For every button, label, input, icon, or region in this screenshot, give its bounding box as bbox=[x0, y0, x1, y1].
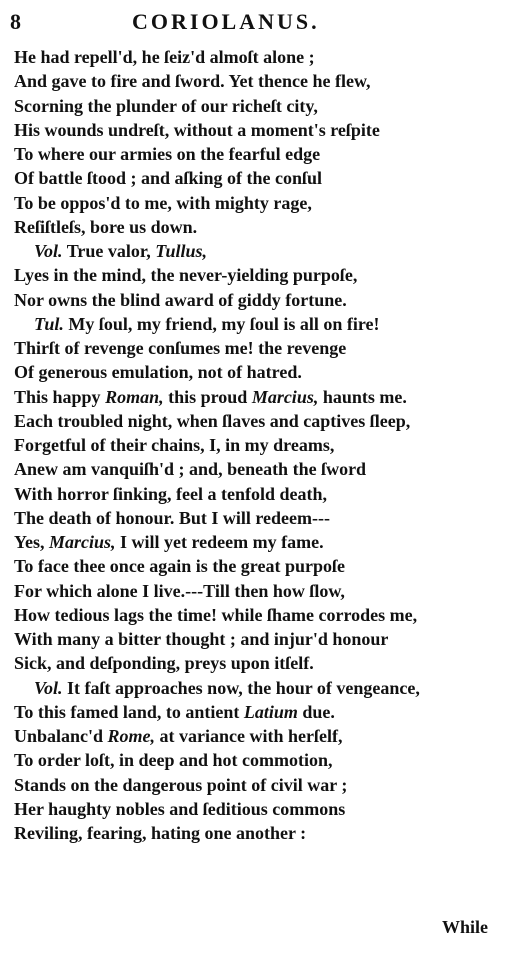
verse-line bbox=[14, 627, 494, 651]
verse-line bbox=[14, 312, 494, 336]
verse-line bbox=[14, 603, 494, 627]
verse-line bbox=[14, 530, 494, 554]
line-text: I will yet redeem my fame. bbox=[115, 532, 324, 552]
line-text: Sick, and deſponding, preys upon itſelf. bbox=[14, 653, 314, 674]
verse-line bbox=[14, 69, 494, 93]
line-text: To be oppos'd to me, with mighty rage, bbox=[14, 192, 312, 213]
line-text: Unbalanc'd bbox=[14, 726, 108, 746]
italic-word: Rome, bbox=[107, 726, 156, 746]
verse-line bbox=[14, 239, 494, 263]
catchword: While bbox=[441, 917, 488, 937]
verse-line bbox=[14, 554, 494, 578]
line-text: My ſoul, my friend, my ſoul is all on fire! bbox=[63, 313, 380, 334]
speaker-name: Vol. bbox=[34, 677, 63, 698]
verse-line bbox=[14, 215, 494, 239]
verse-line bbox=[14, 724, 494, 748]
verse-line bbox=[14, 579, 494, 603]
italic-word: Tullus, bbox=[155, 241, 208, 261]
line-text: To order loſt, in deep and hot commotion, bbox=[14, 750, 333, 771]
line-text: Nor owns the blind award of giddy fortune. bbox=[14, 289, 347, 310]
verse-line bbox=[14, 433, 494, 457]
italic-word: Marcius, bbox=[49, 532, 116, 552]
line-text: It faſt approaches now, the hour of vengeance, bbox=[62, 677, 420, 698]
verse-line bbox=[14, 288, 494, 312]
line-text: Her haughty nobles and ſeditious commons bbox=[14, 798, 346, 819]
line-text: He had repell'd, he ſeiz'd almoſt alone ; bbox=[14, 47, 315, 67]
line-text: this proud bbox=[163, 386, 252, 407]
line-text: Each troubled night, when ſlaves and captives ſleep, bbox=[14, 410, 411, 431]
line-text: at variance with herſelf, bbox=[155, 726, 343, 746]
italic-word: Latium bbox=[243, 701, 298, 722]
verse-line bbox=[14, 191, 494, 215]
verse-text bbox=[14, 45, 494, 845]
line-text: His wounds undreſt, without a moment's reſpite bbox=[14, 119, 380, 140]
verse-line bbox=[14, 409, 494, 433]
line-text: For which alone I live.---Till then how ſlow, bbox=[14, 580, 345, 601]
verse-line bbox=[14, 676, 494, 700]
line-text: With many a bitter thought ; and injur'd honour bbox=[14, 629, 389, 649]
page-header bbox=[10, 7, 490, 43]
running-title: CORIOLANUS. bbox=[132, 9, 320, 34]
line-text: Reviling, fearing, hating one another : bbox=[14, 823, 307, 843]
italic-word: Marcius, bbox=[251, 386, 319, 407]
line-text: Forgetful of their chains, I, in my dreams, bbox=[14, 435, 335, 455]
verse-line bbox=[14, 94, 494, 118]
page-number: 8 bbox=[10, 9, 21, 34]
verse-line bbox=[14, 651, 494, 675]
verse-line bbox=[14, 457, 494, 481]
line-text: Thirſt of revenge conſumes me! the revenge bbox=[14, 338, 347, 358]
verse-line bbox=[14, 821, 494, 845]
verse-line bbox=[14, 142, 494, 166]
line-text: With horror ſinking, feel a tenfold death, bbox=[14, 483, 328, 504]
line-text: Of generous emulation, not of hatred. bbox=[14, 362, 302, 383]
line-text: To this famed land, to antient bbox=[14, 701, 244, 722]
line-text: Scorning the plunder of our richeſt city, bbox=[14, 95, 318, 116]
verse-line bbox=[14, 385, 494, 409]
verse-line bbox=[14, 700, 494, 724]
line-text: How tedious lags the time! while ſhame corrodes me, bbox=[14, 604, 418, 625]
verse-line bbox=[14, 166, 494, 190]
verse-line bbox=[14, 360, 494, 384]
line-text: And gave to fire and ſword. Yet thence he flew, bbox=[14, 71, 371, 92]
line-text: To where our armies on the fearful edge bbox=[14, 144, 321, 164]
verse-line bbox=[14, 263, 494, 287]
line-text: Yes, bbox=[14, 532, 49, 552]
verse-line bbox=[14, 506, 494, 530]
line-text: Reſiſtleſs, bore us down. bbox=[14, 216, 198, 237]
verse-line bbox=[14, 45, 494, 69]
line-text: This happy bbox=[14, 386, 106, 407]
line-text: The death of honour. But I will redeem--- bbox=[14, 507, 331, 528]
line-text: haunts me. bbox=[318, 386, 407, 407]
verse-line bbox=[14, 482, 494, 506]
verse-line bbox=[14, 748, 494, 772]
speaker-name: Vol. bbox=[34, 241, 63, 261]
italic-word: Roman, bbox=[105, 386, 164, 407]
line-text: Of battle ſtood ; and aſking of the conſul bbox=[14, 168, 323, 189]
speaker-name: Tul. bbox=[34, 313, 64, 334]
verse-line bbox=[14, 336, 494, 360]
verse-line bbox=[14, 773, 494, 797]
line-text: Anew am vanquiſh'd ; and, beneath the ſword bbox=[14, 459, 367, 480]
line-text: due. bbox=[297, 701, 335, 722]
verse-line bbox=[14, 797, 494, 821]
line-text: Lyes in the mind, the never-yielding purpoſe, bbox=[14, 265, 358, 286]
line-text: True valor, bbox=[62, 241, 156, 261]
line-text: To face thee once again is the great purpoſe bbox=[14, 556, 345, 577]
verse-line bbox=[14, 118, 494, 142]
line-text: Stands on the dangerous point of civil war ; bbox=[14, 774, 348, 795]
